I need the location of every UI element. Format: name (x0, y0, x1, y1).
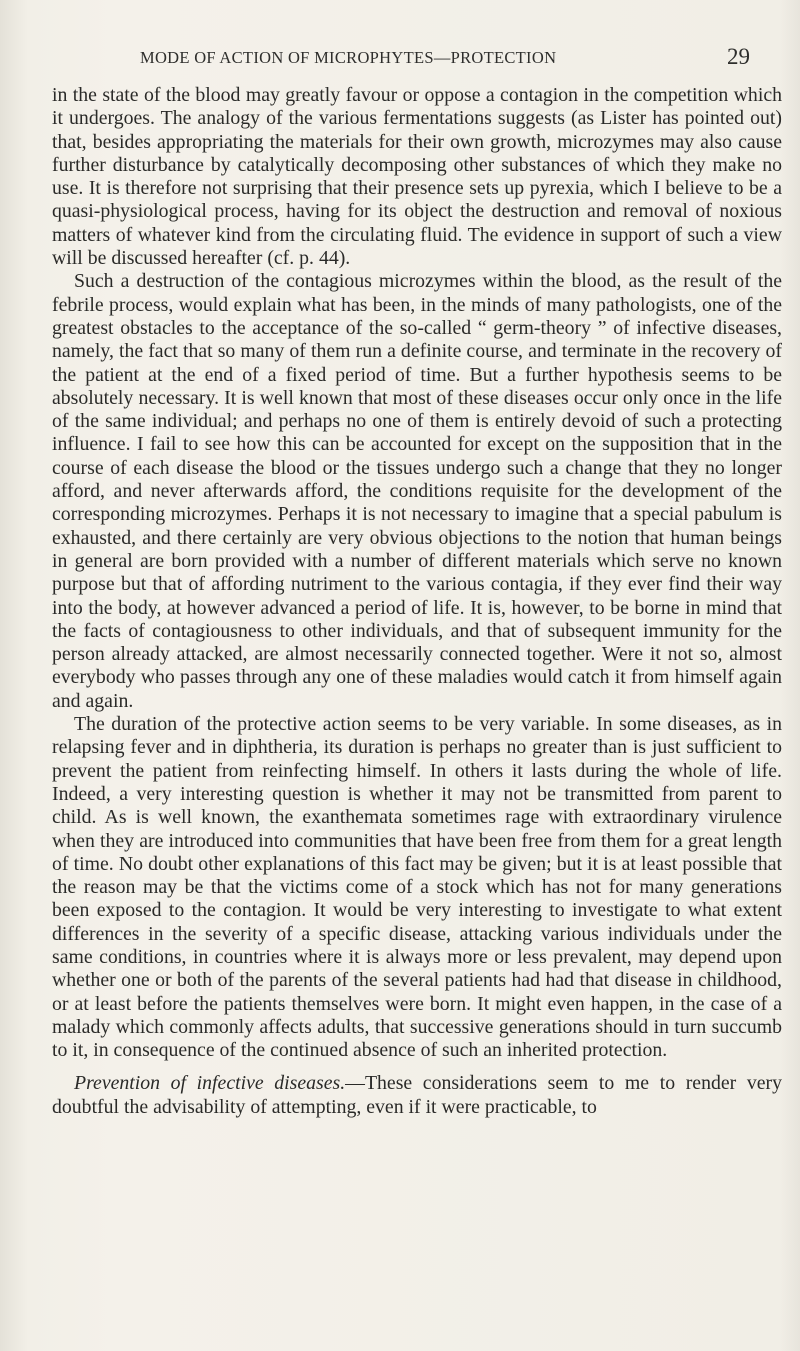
section-title: Prevention of infective diseases. (74, 1072, 346, 1095)
paragraph-germ-theory: Such a destruction of the contagious microzymes within the blood, as the result of the febrile process, would explain what has been, in the minds of many pathologists, one of the greatest obstacles to the acceptance of the so-called “ germ-theory ” of infective diseases, namely, the fact that so many of them run a definite course, and terminate in the recovery of the patient at the end of a fixed period of time. But a further hypothesis seems to be absolutely necessary. It is well known that most of these diseases occur only once in the life of the same individual; and perhaps no one of them is entirely devoid of such a protecting influence. I fail to see how this can be accounted for except on the supposition that in the course of each disease the blood or the tissues undergo such a change that they no longer afford, and never afterwards afford, the conditions requisite for the development of the corresponding microzymes. Perhaps it is not necessary to imagine that a special pabulum is exhausted, and there certainly are very obvious objections to the notion that human beings in general are born provided with a number of different materials which serve no known purpose but that of affording nutriment to the various contagia, if they ever find their way into the body, at however advanced a period of life. It is, however, to be borne in mind that the facts of contagiousness to other individuals, and that of subsequent immunity for the person already attacked, are almost necessarily connected together. Were it not so, almost everybody who passes through any one of these maladies would catch it from himself again and again. (52, 270, 782, 712)
section-text: —These considerations seem to me to render very doubtful the advisability of attempting, even if it were practicable, to (52, 1072, 782, 1118)
page-number: 29 (727, 44, 750, 69)
section-paragraph (52, 1072, 782, 1119)
body-text (52, 84, 782, 1119)
paragraph-protective-duration: The duration of the protective action seems to be very variable. In some diseases, as in relapsing fever and in diphtheria, its duration is perhaps no greater than is just sufficient to prevent the patient from reinfecting himself. In others it lasts during the whole of life. Indeed, a very interesting question is whether it may not be transmitted from parent to child. As is well known, the exanthemata sometimes rage with extraordinary virulence when they are introduced into communities that have been free from them for a great length of time. No doubt other explanations of this fact may be given; but it is at least possible that the reason may be that the victims come of a stock which has not for many generations been exposed to the contagion. It would be very interesting to investigate to what extent differences in the severity of a specific disease, attacking various individuals under the same conditions, in countries where it is always more or less prevalent, may depend upon whether one or both of the parents of the several patients had had that disease in childhood, or at least before the patients themselves were born. It might even happen, in the case of a malady which commonly affects adults, that successive generations should in turn succumb to it, in consequence of the continued absence of such an inherited protection. (52, 713, 782, 1062)
section-gap (52, 1062, 782, 1072)
running-title: MODE OF ACTION OF MICROPHYTES—PROTECTION (140, 48, 557, 67)
paragraph-continuation: in the state of the blood may greatly favour or oppose a contagion in the competition which it undergoes. The analogy of the various fermentations suggests (as Lister has pointed out) that, besides appropriating the materials for their own growth, microzymes may also cause further disturbance by catalytically decomposing other substances of which they make no use. It is therefore not surprising that their presence sets up pyrexia, which I believe to be a quasi-physiological process, having for its object the destruction and removal of noxious matters of whatever kind from the circulating fluid. The evidence in support of such a view will be discussed hereafter (cf. p. 44). (52, 84, 782, 270)
